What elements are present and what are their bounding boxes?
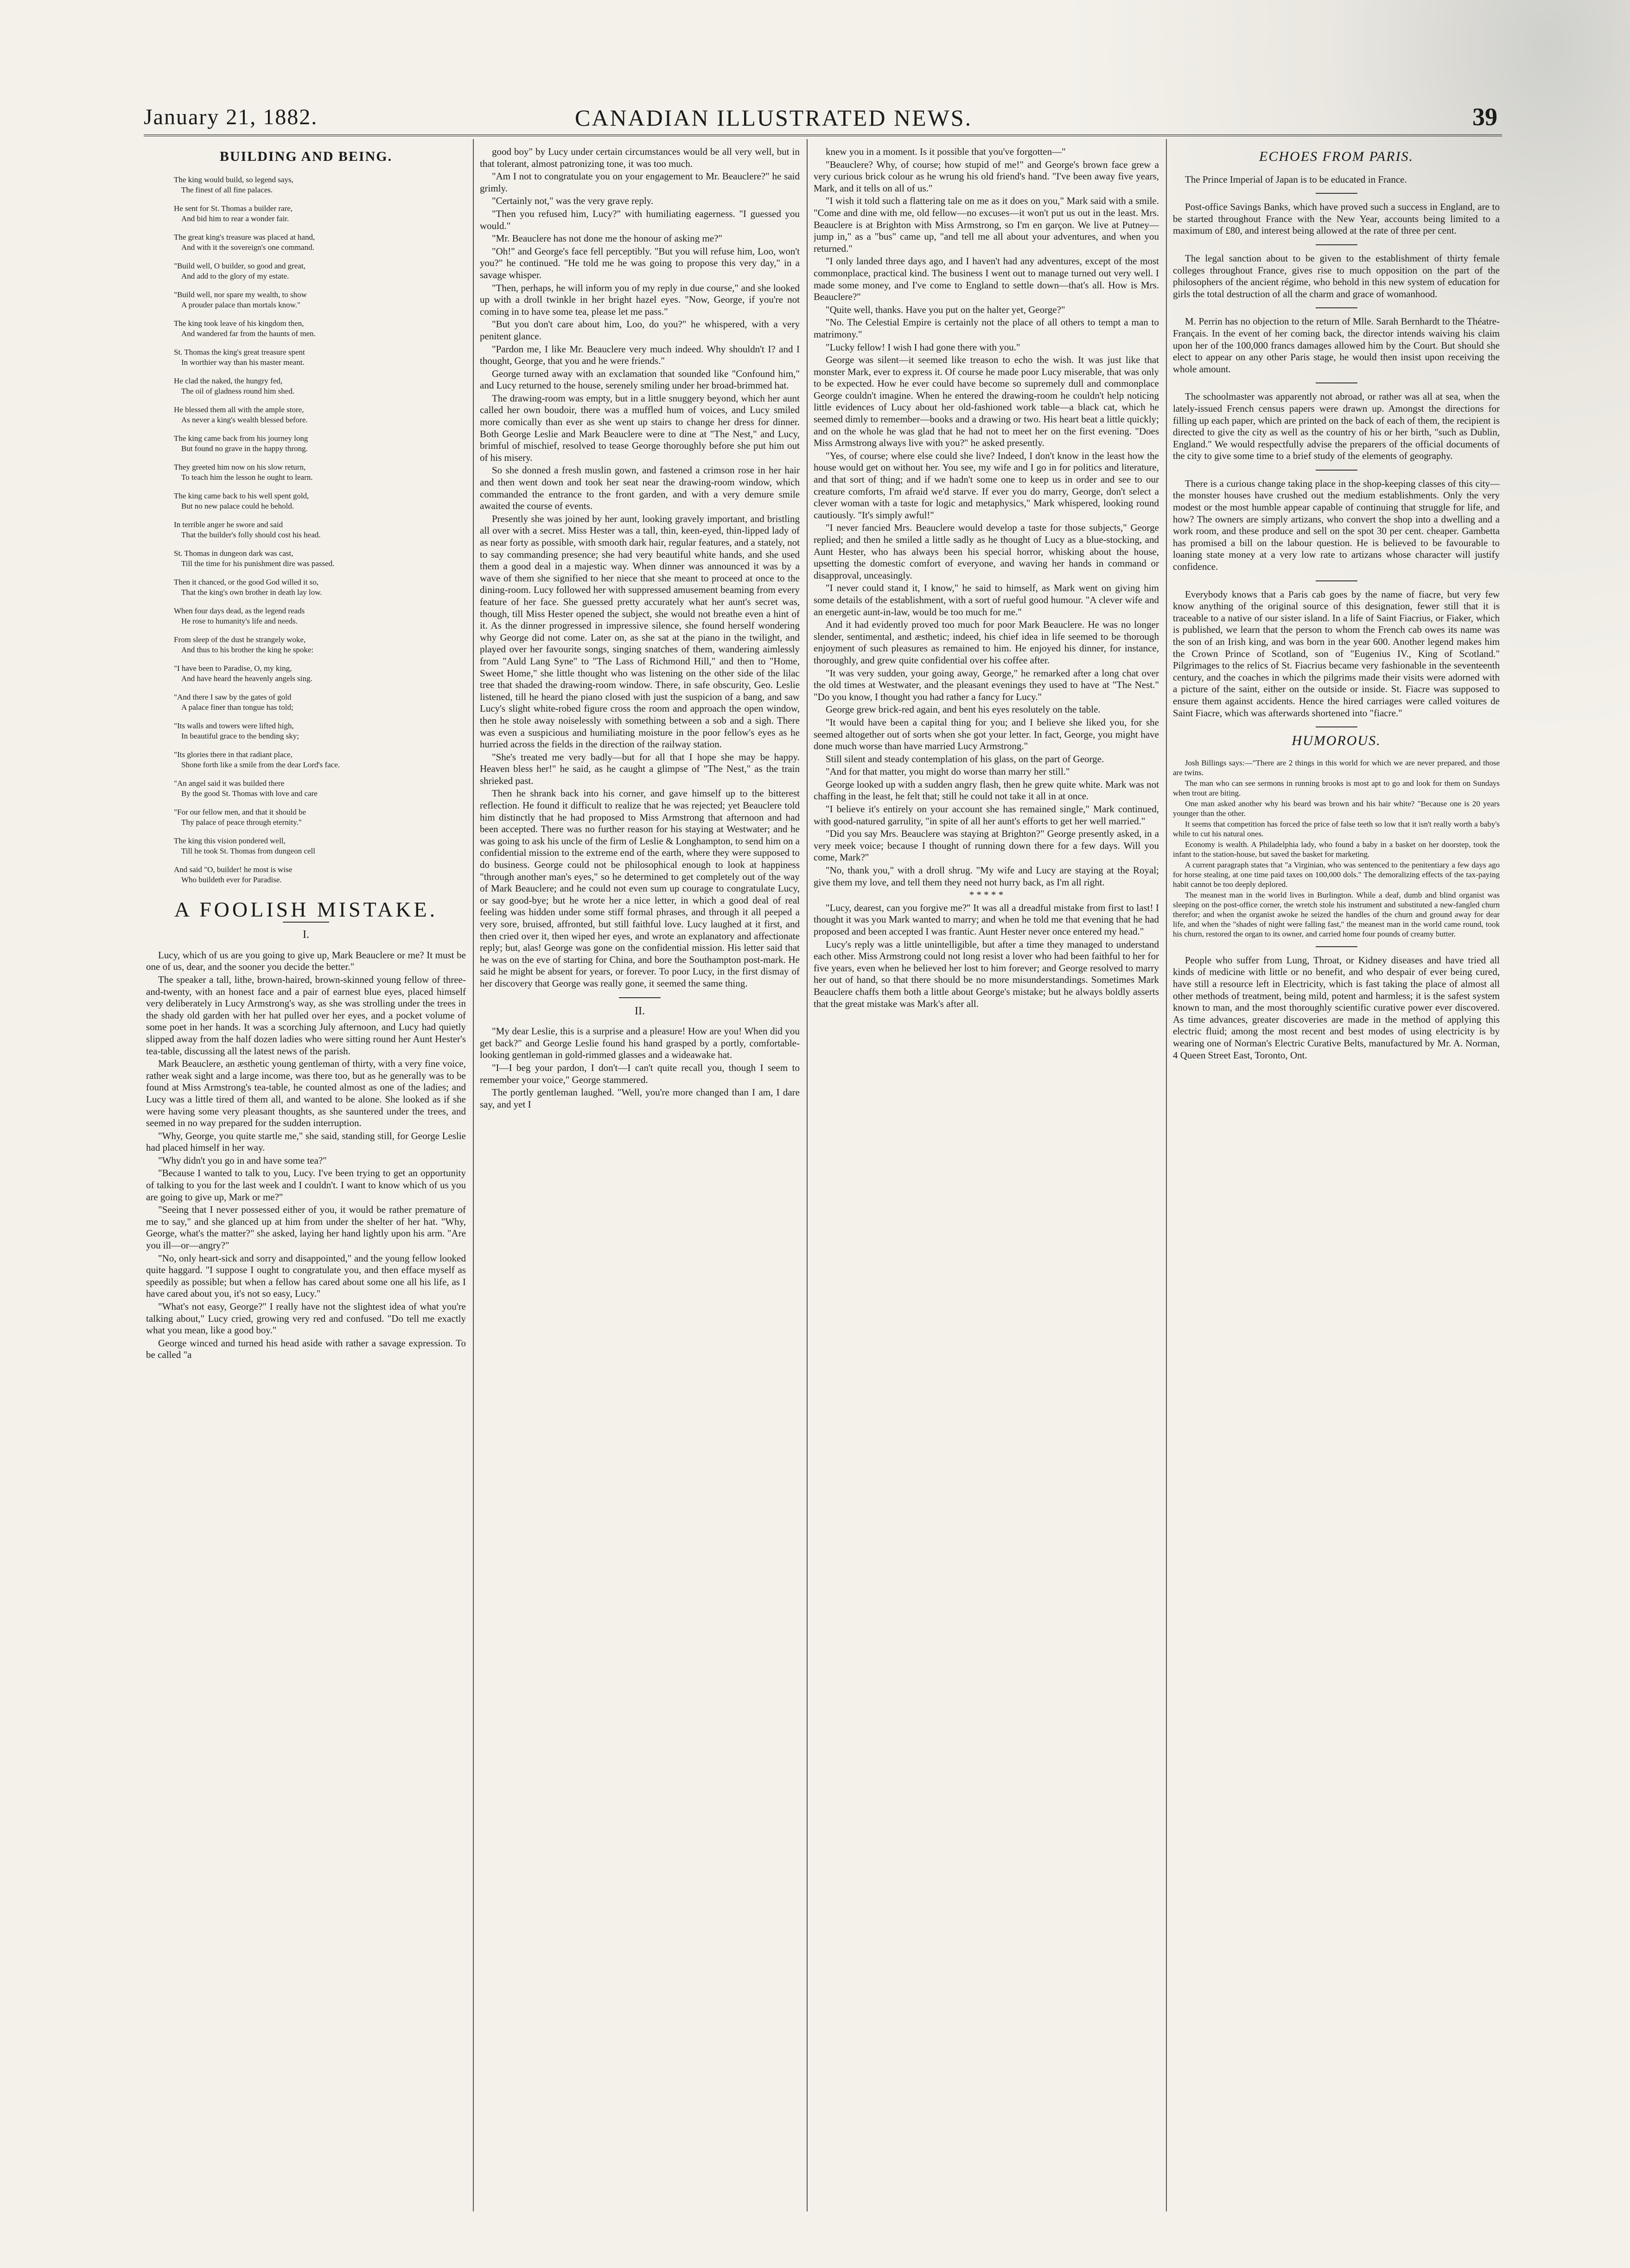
story-paragraph: "Am I not to congratulate you on your engagement to Mr. Beauclere?" he said grimly. bbox=[480, 171, 800, 194]
poem-stanza bbox=[174, 577, 466, 598]
poem-line: He rose to humanity's life and needs. bbox=[181, 616, 298, 625]
poem-line: The king took leave of his kingdom then, bbox=[174, 319, 304, 328]
poem-line: "Build well, nor spare my wealth, to show bbox=[174, 290, 307, 299]
column-rule bbox=[1166, 139, 1167, 2211]
electric-belt-advert: People who suffer from Lung, Throat, or Kidney diseases and have tried all kinds of medicine with little or no benefit, and who despair of ever being cured, have still a resource left in Electricity, which is fast taking the place of almost all other methods of treatment, being mild, potent and harmless; it is the safest system known to man, and the most thoroughly scientific curative power ever discovered. As time advances, greater discoveries are made in the method of applying this electric fluid; among the most recent and best modes of using electricity is by wearing one of Norman's Electric Curative Belts, manufactured by Mr. A. Norman, 4 Queen Street East, Toronto, Ont. bbox=[1173, 954, 1500, 1061]
poem-line: Till the time for his punishment dire was passed. bbox=[181, 559, 335, 568]
humorous-item: It seems that competition has forced the price of false teeth so low that it isn't really worth a baby's while to cut his natural ones. bbox=[1173, 819, 1500, 838]
column-rule bbox=[807, 139, 808, 2211]
item-rule bbox=[1316, 580, 1357, 581]
story-paragraph: "It was very sudden, your going away, George," he remarked after a long chat over the old times at Westwater, and the pleasant evenings they used to have at "The Nest." "Do you know, I thought you had rather a fancy for Lucy." bbox=[814, 667, 1159, 702]
story-paragraph: "Why didn't you go in and have some tea?" bbox=[158, 1154, 327, 1166]
poem-line: In worthier way than his master meant. bbox=[181, 357, 305, 367]
story-paragraph: "Quite well, thanks. Have you put on the halter yet, George?" bbox=[826, 304, 1065, 315]
humorous-item: The meanest man in the world lives in Burlington. While a deaf, dumb and blind organist was sleeping on the post-office corner, the wretch stole his instrument and substituted a new-fangled churn therefor; and when the organist awoke he seized the handles of the churn and ground away for dear life, and when the "shades of night were falling fast," the meanest man in the world came round, took his churn, restored the organ to its owner, and carried home four pounds of creamy butter. bbox=[1173, 890, 1500, 938]
story-paragraph: "I—I beg your pardon, I don't—I can't quite recall you, though I seem to remember your voice," George stammered. bbox=[480, 1062, 800, 1085]
poem-line: Then it chanced, or the good God willed it so, bbox=[174, 577, 319, 586]
poem-stanza bbox=[174, 347, 466, 368]
poem-line: That the king's own brother in death lay low. bbox=[181, 587, 322, 597]
item-rule bbox=[1316, 470, 1357, 471]
story-paragraph: knew you in a moment. Is it possible that you've forgotten—" bbox=[826, 146, 1066, 157]
echoes-item: The schoolmaster was apparently not abroad, or rather was all at sea, when the lately-issued French census papers were drawn up. Amongst the directions for filling up each paper, which are printed on the back of each of them, the recipient is directed to give the city as well as the country of his or her birth, "such as Dublin, England." We would respectfully advise the preparers of the official documents of the city to give some time to a brief study of the elements of geography. bbox=[1173, 391, 1500, 462]
echoes-item: Everybody knows that a Paris cab goes by the name of fiacre, but very few know anything of the original source of this designation, fewer still that it is traceable to a native of our sister island. In a life of Saint Fiacrius, or Fiaker, which is published, we learn that the person to whom the French cab owes its name was the son of an Irish king, and was born in the year 600. Another legend makes him the Crown Prince of Scotland, son of "Eugenius IV., King of Scotland." Pilgrimages to the relics of St. Fiacrius became very fashionable in the seventeenth century, and the coaches in which the pilgrims made their visits were adorned with a picture of the saint, either on the outside or inside. St. Fiacre was supposed to ensure them against accidents. Hence the hired carriages were called voitures de Saint Fiacre, which was afterwards shortened into "fiacre." bbox=[1173, 588, 1500, 719]
story-paragraph: "My dear Leslie, this is a surprise and a pleasure! How are you! When did you get back?" and George Leslie found his hand grasped by a portly, comfortable-looking gentleman in gold-rimmed glasses and a wideawake hat. bbox=[480, 1026, 800, 1061]
poem-line: The king this vision pondered well, bbox=[174, 836, 286, 845]
story-text-col3 bbox=[814, 146, 1159, 1010]
echoes-item: M. Perrin has no objection to the return of Mlle. Sarah Bernhardt to the Théatre-Français. In the event of her coming back, the director intends waiving his claim upon her of the 100,000 francs damages allowed him by the Court. But should she elect to appear on any other Paris stage, he would then insist upon receiving the whole amount. bbox=[1173, 316, 1500, 375]
story-paragraph: The drawing-room was empty, but in a little snuggery beyond, which her aunt called her own boudoir, there was a muffled hum of voices, and Lucy smiled more comically than ever as she went up stairs to change her dress for dinner. Both George Leslie and Mark Beauclere were to dine at "The Nest," and Lucy, brimful of mischief, resolved to tease George thoroughly before she put him out of his misery. bbox=[480, 392, 800, 463]
poem-stanza bbox=[174, 405, 466, 425]
humorous-item: The man who can see sermons in running brooks is most apt to go and look for them on Sundays when trout are biting. bbox=[1173, 778, 1500, 797]
echoes-title: ECHOES FROM PARIS. bbox=[1259, 149, 1414, 164]
humorous-item: Economy is wealth. A Philadelphia lady, who found a baby in a basket on her doorstep, took the infant to the station-house, but saved the basket for marketing. bbox=[1173, 840, 1500, 859]
poem-line: That the builder's folly should cost his head. bbox=[181, 530, 321, 539]
section-rule bbox=[1316, 946, 1357, 947]
poem-line: In terrible anger he swore and said bbox=[174, 520, 283, 529]
poem-line: The king would build, so legend says, bbox=[174, 175, 293, 184]
echoes-items bbox=[1173, 174, 1500, 720]
poem-line: He sent for St. Thomas a builder rare, bbox=[174, 204, 293, 213]
poem-line: A prouder palace than mortals know." bbox=[181, 300, 300, 309]
poem-stanza bbox=[174, 865, 466, 885]
story-paragraph: Presently she was joined by her aunt, looking gravely important, and bristling all over with a secret. Miss Hester was a tall, thin, keen-eyed, thin-lipped lady of as near forty as possible, with smooth dark hair, regular features, and a stately, not to say commanding presence; she had very beautiful white hands, and she used them a good deal in a majestic way. When dinner was announced it was by a wave of them she signified to her niece that she meant to proceed at once to the dining-room. Lucy followed her with suppressed amusement beaming from every feature of her face. She guessed pretty accurately what her aunt's secret was, though, till Miss Hester opened the subject, she would not breathe even a hint of it. As the dinner progressed in impressive silence, she found herself wondering why George did not come. Later on, as she sat at the piano in the twilight, and played over her favourite songs, singing snatches of them, wandering aimlessly from "Auld Lang Syne" to "The Lass of Richmond Hill," and then to "Home, Sweet Home," she little thought who was listening on the other side of the lilac tree that shaded the drawing-room window. There, in safe obscurity, Geo. Leslie listened, till he heard the piano closed with just the suspicion of a bang, and saw Lucy's slight white-robed figure cross the room and approach the open window, then he stole away noiselessly with something between a sob and a sigh. There was even a suspicious and humiliating moisture in the poor fellow's eyes as he hurried across the fields in the direction of the railway station. bbox=[480, 513, 800, 750]
poem-stanza bbox=[174, 721, 466, 741]
echoes-item: The legal sanction about to be given to the establishment of thirty female colleges throughout France, gives rise to much opposition on the part of the philosophers of the ancient régime, who behold in this new system of education for girls the total destruction of all the charm and grace of womanhood. bbox=[1173, 252, 1500, 299]
poem-line: The finest of all fine palaces. bbox=[181, 185, 273, 194]
poem-stanza bbox=[174, 750, 466, 770]
poem-stanza bbox=[174, 261, 466, 281]
story-paragraph: And it had evidently proved too much for poor Mark Beauclere. He was no longer slender, sentimental, and æsthetic; indeed, his chief idea in life seemed to be thorough enjoyment of such pleasures as remained to him. He enjoyed his dinner, for instance, thoroughly, and grew quite confidential over his coffee after. bbox=[814, 619, 1159, 666]
story-paragraph: "But you don't care about him, Loo, do you?" he whispered, with a very penitent glance. bbox=[480, 319, 800, 342]
story-paragraph: "Because I wanted to talk to you, Lucy. I've been trying to get an opportunity of talking to you for the last week and I couldn't. I want to know which of us you are going to give up, Mark or me?" bbox=[146, 1167, 466, 1203]
poem-line: "Build well, O builder, so good and great, bbox=[174, 261, 306, 270]
poem-line: A palace finer than tongue has told; bbox=[181, 702, 293, 712]
poem-stanza bbox=[174, 462, 466, 483]
poem-stanza bbox=[174, 175, 466, 195]
poem-stanza bbox=[174, 807, 466, 828]
poem-line: "I have been to Paradise, O, my king, bbox=[174, 663, 292, 673]
title-divider bbox=[283, 922, 329, 923]
poem-line: "And there I saw by the gates of gold bbox=[174, 692, 292, 701]
story-text-col2 bbox=[480, 146, 800, 1110]
story-paragraph: "Pardon me, I like Mr. Beauclere very much indeed. Why shouldn't I? and I thought, George, that you and he were friends." bbox=[480, 343, 800, 367]
page-header bbox=[144, 100, 1497, 132]
humorous-item: Josh Billings says:—"There are 2 things in this world for which we are never prepared, and those are twins. bbox=[1173, 758, 1500, 777]
poem-title: BUILDING AND BEING. bbox=[219, 149, 393, 164]
humorous-title: HUMOROUS. bbox=[1292, 733, 1381, 749]
story-paragraph: Lucy, which of us are you going to give up, Mark Beauclere or me? It must be one of us, dear, and the sooner you decide the better." bbox=[146, 949, 466, 973]
story-paragraph: George grew brick-red again, and bent his eyes resolutely on the table. bbox=[826, 704, 1101, 715]
poem-stanza bbox=[174, 692, 466, 713]
poem-stanza bbox=[174, 290, 466, 310]
poem-stanza bbox=[174, 376, 466, 396]
column-3 bbox=[814, 146, 1159, 2209]
story-paragraph: "What's not easy, George?" I really have not the slightest idea of what you're talking about," Lucy cried, growing very red and confused. "Do tell me exactly what you mean, like a good boy." bbox=[146, 1301, 466, 1336]
poem-stanza bbox=[174, 520, 466, 540]
poem-stanza bbox=[174, 635, 466, 655]
poem-line: To teach him the lesson he ought to learn. bbox=[181, 472, 313, 482]
story-paragraph: "Oh!" and George's face fell perceptibly. "But you will refuse him, Loo, won't you?" he continued. "He told me he was going to propose this very day," in a savage whisper. bbox=[480, 245, 800, 280]
poem-stanza bbox=[174, 319, 466, 339]
story-paragraph: "It would have been a capital thing for you; and I believe she liked you, for she seemed altogether out of sorts when she got your letter. In fact, George, you might have done much worse than have married Lucy Armstrong." bbox=[814, 716, 1159, 752]
item-rule bbox=[1316, 382, 1357, 383]
poem-stanza bbox=[174, 606, 466, 626]
story-paragraph: "Then you refused him, Lucy?" with humiliating eagerness. "I guessed you would." bbox=[480, 208, 800, 231]
humorous-item: One man asked another why his beard was brown and his hair white? "Because one is 20 years younger than the other. bbox=[1173, 799, 1500, 818]
poem-line: They greeted him now on his slow return, bbox=[174, 462, 306, 471]
poem-line: St. Thomas the king's great treasure spent bbox=[174, 347, 305, 357]
item-rule bbox=[1316, 193, 1357, 194]
poem-line: St. Thomas in dungeon dark was cast, bbox=[174, 548, 293, 558]
page-number: 39 bbox=[1472, 103, 1497, 131]
echoes-item: Post-office Savings Banks, which have proved such a success in England, are to be started throughout France with the New Year, accounts being limited to a maximum of £80, and interest being allowed at the rate of three per cent. bbox=[1173, 201, 1500, 236]
poem-line: And wandered far from the haunts of men. bbox=[181, 329, 316, 338]
poem-line: And add to the glory of my estate. bbox=[181, 271, 289, 280]
poem-line: Till he took St. Thomas from dungeon cell bbox=[181, 846, 315, 855]
humorous-item: A current paragraph states that "a Virginian, who was sentenced to the penitentiary a few days ago for horse stealing, at one time paid taxes on 100,000 dols." The demoralizing effects of the tax-paying habit cannot be too deeply deplored. bbox=[1173, 860, 1500, 889]
poem-line: The king came back to his well spent gold, bbox=[174, 491, 309, 500]
poem-stanza bbox=[174, 232, 466, 253]
column-1 bbox=[146, 146, 466, 2209]
story-text-col1 bbox=[146, 949, 466, 1361]
story-paragraph: "Did you say Mrs. Beauclere was staying at Brighton?" George presently asked, in a very meek voice; because I thought of running down there for a few days. Will you come, Mark?" bbox=[814, 828, 1159, 863]
chapter-heading: I. bbox=[303, 929, 309, 941]
poem-stanza bbox=[174, 491, 466, 511]
story-paragraph: "And for that matter, you might do worse than marry her still." bbox=[826, 766, 1070, 777]
poem-line: The oil of gladness round him shed. bbox=[181, 386, 295, 395]
poem-stanza bbox=[174, 433, 466, 454]
poem-body bbox=[146, 175, 466, 885]
poem-line: And said "O, builder! he most is wise bbox=[174, 865, 293, 874]
story-paragraph: George winced and turned his head aside with rather a savage expression. To be called "a bbox=[146, 1337, 466, 1361]
story-paragraph: "Yes, of course; where else could she live? Indeed, I don't know in the least how the house would get on without her. You see, my wife and I go in for politics and literature, and that sort of thing; and if we hadn't some one to keep us in order and see to our creature comforts, I'm afraid we'd starve. If ever you do marry, George, don't select a clever woman with a taste for logic and metaphysics," Mark whispered, looking round cautiously. "It's simply awful!" bbox=[814, 450, 1159, 521]
story-paragraph: "Certainly not," was the very grave reply. bbox=[492, 195, 654, 207]
poem-line: He clad the naked, the hungry fed, bbox=[174, 376, 283, 385]
story-paragraph: "No. The Celestial Empire is certainly not the place of all others to tempt a man to matrimony." bbox=[814, 317, 1159, 340]
poem-line: And thus to his brother the king he spoke: bbox=[181, 645, 314, 654]
story-paragraph: "Mr. Beauclere has not done me the honour of asking me?" bbox=[492, 233, 723, 244]
poem-line: In beautiful grace to the bending sky; bbox=[181, 731, 299, 740]
poem-line: As never a king's wealth blessed before. bbox=[181, 415, 308, 424]
story-paragraph: Then he shrank back into his corner, and gave himself up to the bitterest reflection. He found it difficult to realize that he was rejected; yet Beauclere told him distinctly that he had proposed to Miss Armstrong that afternoon and had been accepted. There was no further reason for his staying at Westwater; and he was going to ask his uncle of the firm of Leslie & Longhampton, to send him on a confidential mission to the extreme end of the earth, where they were supposed to do business. George could not be philosophical enough to look at happiness "through another man's eyes," so he determined to get completely out of the way of Mark Beauclere; and he could not even sum up courage to congratulate Lucy, or say good-bye; but he wrote her a nice letter, in which a good deal of real feeling was hidden under some stiff formal phrases, and through it all peeped a very sore, bruised, affronted, but still faithful love. Lucy laughed at it first, and then cried over it, then wiped her eyes, and wrote an explanatory and affectionate reply; but, alas! George was gone on the confidential mission. His letter said that he was on the eve of starting for China, and bore the Southampton post-mark. He said he might be absent for years, or forever. To poor Lucy, in the first dismay of her discovery that George was really gone, it seemed the same thing. bbox=[480, 788, 800, 989]
story-paragraph: The speaker a tall, lithe, brown-haired, brown-skinned young fellow of three-and-twenty, with an honest face and a pair of earnest blue eyes, placed himself very deliberately in Lucy Armstrong's way, as she was strolling under the trees in the shady old garden with her hat pulled over her eyes, and a pocket volume of some poet in her hands. It was a scorching July afternoon, and Lucy had quietly slipped away from the half dozen ladies who were sitting round her Aunt Hester's tea-table, discussing all the latest news of the parish. bbox=[146, 974, 466, 1057]
poem-line: And with it the sovereign's one command. bbox=[181, 242, 314, 252]
poem-stanza bbox=[174, 663, 466, 684]
story-paragraph: George turned away with an exclamation that sounded like "Confound him," and Lucy returned to the house, serenely smiling under her broad-brimmed hat. bbox=[480, 368, 800, 391]
poem-line: "Its walls and towers were lifted high, bbox=[174, 721, 294, 730]
echoes-item: There is a curious change taking place in the shop-keeping classes of this city—the monster houses have crushed out the medium establishments. Only the very modest or the most humble appear capable of continuing that struggle for life, and how? The owners are simply artizans, who convert the shop into a dwelling and a work room, and these produce and sell on the spot 30 per cent. cheaper. Gambetta has promised a bill on the labour question. He is believed to be favourable to loaning state money at a very low rate to artizans whose character will justify confidence. bbox=[1173, 478, 1500, 573]
story-paragraph: "She's treated me very badly—but for all that I hope she may be happy. Heaven bless her!" he said, as he caught a glimpse of "The Nest," as the train shrieked past. bbox=[480, 751, 800, 786]
story-paragraph: George looked up with a sudden angry flash, then he grew quite white. Mark was not chaffing in the least, he felt that; still he could not take it all in at once. bbox=[814, 778, 1159, 802]
poem-line: "Its glories there in that radiant place, bbox=[174, 750, 293, 759]
story-paragraph: Still silent and steady contemplation of his glass, on the part of George. bbox=[826, 753, 1104, 764]
story-paragraph: "No, thank you," with a droll shrug. "My wife and Lucy are staying at the Royal; give them my love, and tell them they need not hurry back, as I'm all right. bbox=[814, 865, 1159, 888]
poem-line: The king came back from his journey long bbox=[174, 433, 308, 443]
column-2 bbox=[480, 146, 800, 2209]
chapter-divider bbox=[619, 997, 661, 998]
column-rule bbox=[473, 139, 474, 2211]
column-4 bbox=[1173, 146, 1500, 2209]
story-paragraph: The portly gentleman laughed. "Well, you're more changed than I am, I dare say, and yet I bbox=[480, 1087, 800, 1110]
story-paragraph: "Seeing that I never possessed either of you, it would be rather premature of me to say," and she glanced up at him from under the shelter of her hat. "Why, George, what's the matter?" she asked, laying her hand lightly upon his arm. "Are you ill—or—angry?" bbox=[146, 1204, 466, 1251]
story-title: A FOOLISH MISTAKE. bbox=[174, 897, 438, 921]
item-rule bbox=[1316, 307, 1357, 308]
poem-line: "An angel said it was builded there bbox=[174, 778, 285, 788]
item-rule bbox=[1316, 244, 1357, 245]
story-paragraph: Lucy's reply was a little unintelligible, but after a time they managed to understand each other. Miss Armstrong could not long resist a lover who had been faithful to her for five years, even when he believed her lost to him forever; and George resolved to marry her out of hand, so that there should be no more misunderstandings. Sometimes Mark Beauclere chaffs them both a little about George's mistake; but he always boldly asserts that the great mistake was Mark's after all. bbox=[814, 938, 1159, 1009]
issue-date: January 21, 1882. bbox=[144, 105, 318, 129]
poem-line: The great king's treasure was placed at hand, bbox=[174, 232, 315, 242]
poem-line: Thy palace of peace through eternity." bbox=[181, 817, 302, 827]
story-paragraph: "I believe it's entirely on your account she has remained single," Mark continued, with good-natured garrulity, "in spite of all her aunt's efforts to get her well married." bbox=[814, 803, 1159, 827]
poem-line: When four days dead, as the legend reads bbox=[174, 606, 305, 615]
story-paragraph: "Beauclere? Why, of course; how stupid of me!" and George's brown face grew a very curious brick colour as he wrung his old friend's hand. "I've been away five years, Mark, and it tells on all of us." bbox=[814, 159, 1159, 194]
poem-stanza bbox=[174, 836, 466, 856]
story-paragraph: Mark Beauclere, an æsthetic young gentleman of thirty, with a very fine voice, rather weak sight and a large income, was there too, but as he generally was to be found at Miss Armstrong's tea-table, he counted almost as one of the ladies; and Lucy was a little tired of them all, and wanted to be alone. She looked as if she were having some very pleasant thoughts, as she sauntered under the trees, and seemed in no way prepared for the sudden interruption. bbox=[146, 1058, 466, 1129]
poem-line: And have heard the heavenly angels sing. bbox=[181, 674, 312, 683]
header-rule bbox=[144, 134, 1502, 136]
story-paragraph: "Lucy, dearest, can you forgive me?" It was all a dreadful mistake from first to last! I thought it was you Mark wanted to marry; and when he told me that evening that he had proposed and been accepted I was frantic. Aunt Hester never once entered my head." bbox=[814, 902, 1159, 937]
story-paragraph: George was silent—it seemed like treason to echo the wish. It was just like that monster Mark, ever to express it. Of course he made poor Lucy miserable, that was only to be expected. How he ever could have become so supremely dull and commonplace George couldn't imagine. When he entered the drawing-room he couldn't help noticing little evidences of Lucy about her old-fashioned work table—a black cat, which he seemed dimly to remember—books and a drawing or two. His heart beat a little quickly; and on the whole he was glad that he had not to meet her on the first evening. "Does Miss Armstrong always live with you?" he asked presently. bbox=[814, 354, 1159, 449]
poem-line: Who buildeth ever for Paradise. bbox=[181, 875, 282, 884]
story-paragraph: "I only landed three days ago, and I haven't had any adventures, except of the most commonplace, practical kind. The business I went out to manage turned out very well. I made some money, and I've come to England to settle down—that's all. How is Mrs. Beauclere?" bbox=[814, 255, 1159, 303]
story-paragraph: "No, only heart-sick and sorry and disappointed," and the young fellow looked quite haggard. "I suppose I ought to congratulate you, and then efface myself as speedily as possible; but when a fellow has cared about some one all his life, as I have cared about you, it's not so easy, Lucy." bbox=[146, 1252, 466, 1300]
poem-line: "For our fellow men, and that it should be bbox=[174, 807, 306, 816]
humorous-items bbox=[1173, 758, 1500, 939]
story-paragraph: "Lucky fellow! I wish I had gone there with you." bbox=[826, 341, 1020, 353]
story-paragraph: "I wish it told such a flattering tale on me as it does on you," Mark said with a smile. "Come and dine with me, old fellow—no excuses—it won't put us out in the least. Mrs. Beauclere is at Brighton with Miss Armstrong, so I'm en garçon. We live at Putney—jump in," as a "bus" came up, "and tell me all about your adventures, and when you returned." bbox=[814, 195, 1159, 254]
poem-line: But found no grave in the happy throng. bbox=[181, 444, 308, 453]
story-paragraph: "I never fancied Mrs. Beauclere would develop a taste for those subjects," George replied; and then he smiled a little sadly as he thought of Lucy as a blue-stocking, and Aunt Hester, who has always been his special horror, whisking about the house, upsetting the domestic comfort of everyone, and waving her hands in command or disapproval, unceasingly. bbox=[814, 522, 1159, 581]
story-paragraph: "Why, George, you quite startle me," she said, standing still, for George Leslie had placed himself in her way. bbox=[146, 1130, 466, 1153]
story-paragraph: "I never could stand it, I know," he said to himself, as Mark went on giving him some details of the establishment, with a sort of rueful good humour. "A clever wife and an energetic aunt-in-law, would be too much for me." bbox=[814, 582, 1159, 618]
echoes-item: The Prince Imperial of Japan is to be educated in France. bbox=[1185, 173, 1407, 185]
poem-line: From sleep of the dust he strangely woke, bbox=[174, 635, 306, 644]
poem-line: But no new palace could he behold. bbox=[181, 501, 294, 510]
story-paragraph: good boy" by Lucy under certain circumstances would be all very well, but in that tolerant, almost patronizing tone, it was too much. bbox=[480, 146, 800, 169]
story-paragraph: "Then, perhaps, he will inform you of my reply in due course," and she looked up with a droll twinkle in her bright hazel eyes. "Now, George, if you're not coming in to have some tea, please let me pass." bbox=[480, 282, 800, 317]
poem-stanza bbox=[174, 548, 466, 569]
chapter-heading: II. bbox=[635, 1005, 645, 1017]
section-rule bbox=[1316, 726, 1357, 727]
poem-line: He blessed them all with the ample store, bbox=[174, 405, 304, 414]
poem-line: Shone forth like a smile from the dear Lord's face. bbox=[181, 760, 340, 769]
story-paragraph: So she donned a fresh muslin gown, and fastened a crimson rose in her hair and then went down and took her seat near the drawing-room window, which commanded the entrance to the front garden, and with a very demure smile awaited the course of events. bbox=[480, 465, 800, 512]
poem-line: By the good St. Thomas with love and care bbox=[181, 789, 318, 798]
masthead-title: CANADIAN ILLUSTRATED NEWS. bbox=[575, 105, 973, 131]
poem-stanza bbox=[174, 204, 466, 224]
poem-line: And bid him to rear a wonder fair. bbox=[181, 214, 289, 223]
section-break: * * * * * bbox=[969, 889, 1004, 901]
poem-stanza bbox=[174, 778, 466, 799]
